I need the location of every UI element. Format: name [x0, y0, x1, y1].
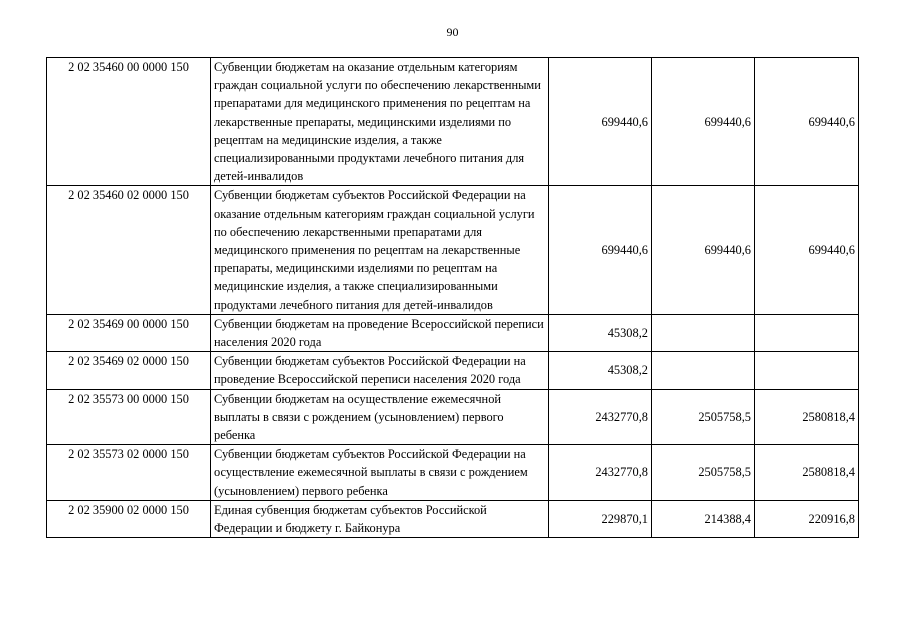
table-row — [47, 314, 859, 351]
table-row — [47, 500, 859, 537]
description-cell: Субвенции бюджетам субъектов Российской Федерации на проведение Всероссийской переписи населения 2020 года — [211, 352, 549, 389]
amount-cell-year-1: 45308,2 — [549, 314, 652, 351]
amount-cell-year-1: 2432770,8 — [549, 445, 652, 501]
description-cell: Субвенции бюджетам субъектов Российской Федерации на оказание отдельным категориям граждан социальной услуги по обеспечению лекарственными препаратами для медицинского применения по рецептам на лекарственные препараты, медицинскими изделиями по рецептам на медицинские изделия, а также специализированными продуктами лечебного питания для детей-инвалидов — [211, 186, 549, 314]
description-cell: Субвенции бюджетам субъектов Российской Федерации на осуществление ежемесячной выплаты в связи с рождением (усыновлением) первого ребенка — [211, 445, 549, 501]
amount-cell-year-2: 2505758,5 — [652, 389, 755, 445]
amount-cell-year-1: 2432770,8 — [549, 389, 652, 445]
budget-code-cell: 2 02 35900 02 0000 150 — [47, 500, 211, 537]
amount-cell-year-1: 229870,1 — [549, 500, 652, 537]
amount-cell-year-3: 2580818,4 — [755, 445, 859, 501]
table-row — [47, 352, 859, 389]
amount-cell-year-2: 699440,6 — [652, 58, 755, 186]
amount-cell-year-1: 45308,2 — [549, 352, 652, 389]
table-row — [47, 186, 859, 314]
amount-cell-year-3 — [755, 314, 859, 351]
amount-cell-year-1: 699440,6 — [549, 58, 652, 186]
amount-cell-year-3: 2580818,4 — [755, 389, 859, 445]
table-body — [47, 58, 859, 538]
description-cell: Субвенции бюджетам на проведение Всероссийской переписи населения 2020 года — [211, 314, 549, 351]
amount-cell-year-3: 699440,6 — [755, 58, 859, 186]
table-row — [47, 389, 859, 445]
amount-cell-year-3: 220916,8 — [755, 500, 859, 537]
table-row — [47, 445, 859, 501]
amount-cell-year-2 — [652, 352, 755, 389]
amount-cell-year-2: 214388,4 — [652, 500, 755, 537]
amount-cell-year-2: 699440,6 — [652, 186, 755, 314]
budget-table — [46, 57, 859, 538]
description-cell: Единая субвенция бюджетам субъектов Российской Федерации и бюджету г. Байконура — [211, 500, 549, 537]
amount-cell-year-2 — [652, 314, 755, 351]
budget-code-cell: 2 02 35573 00 0000 150 — [47, 389, 211, 445]
budget-code-cell: 2 02 35460 00 0000 150 — [47, 58, 211, 186]
amount-cell-year-2: 2505758,5 — [652, 445, 755, 501]
budget-code-cell: 2 02 35469 00 0000 150 — [47, 314, 211, 351]
amount-cell-year-1: 699440,6 — [549, 186, 652, 314]
description-cell: Субвенции бюджетам на оказание отдельным категориям граждан социальной услуги по обеспечению лекарственными препаратами для медицинского применения по рецептам на лекарственные препараты, медицинскими изделиями по рецептам на медицинские изделия, а также специализированными продуктами лечебного питания для детей-инвалидов — [211, 58, 549, 186]
page-number: 90 — [446, 25, 459, 39]
budget-code-cell: 2 02 35469 02 0000 150 — [47, 352, 211, 389]
description-cell: Субвенции бюджетам на осуществление ежемесячной выплаты в связи с рождением (усыновлением) первого ребенка — [211, 389, 549, 445]
amount-cell-year-3 — [755, 352, 859, 389]
amount-cell-year-3: 699440,6 — [755, 186, 859, 314]
budget-code-cell: 2 02 35573 02 0000 150 — [47, 445, 211, 501]
budget-code-cell: 2 02 35460 02 0000 150 — [47, 186, 211, 314]
table-row — [47, 58, 859, 186]
